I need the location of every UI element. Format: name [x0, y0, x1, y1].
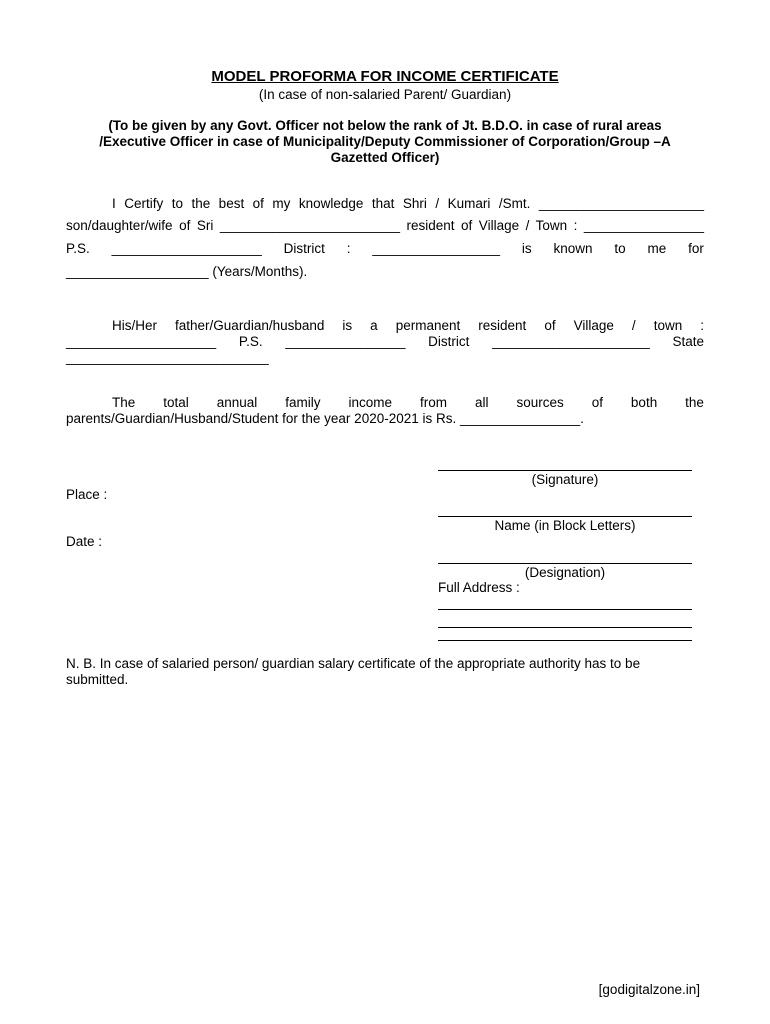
para1-line4: ___________________ (Years/Months).	[66, 264, 308, 279]
para3-line1	[66, 395, 704, 411]
ps-blank: ________________	[285, 334, 406, 349]
name-line	[438, 508, 692, 517]
ps-label: P.S.	[66, 241, 90, 256]
name-caption: Name (in Block Letters)	[494, 518, 636, 533]
designation-caption: (Designation)	[524, 565, 606, 580]
address-line-3	[438, 632, 692, 641]
word: for	[688, 241, 704, 256]
signature-caption: (Signature)	[531, 472, 599, 487]
word: all	[474, 395, 489, 410]
ps-blank: ____________________	[111, 241, 262, 256]
note-line: (To be given by any Govt. Officer not below the rank of Jt. B.D.O. in case of rural areas	[108, 118, 662, 133]
word: sources	[516, 395, 564, 410]
para1-line2: son/daughter/wife of Sri ________________________ resident of Village / Town : ________________	[66, 218, 704, 233]
word: annual	[216, 395, 258, 410]
district-blank: _____________________	[492, 334, 650, 349]
document-subtitle: (In case of non-salaried Parent/ Guardian)	[258, 87, 512, 102]
word: me	[647, 241, 667, 256]
district-blank: _________________	[372, 241, 501, 256]
word: of	[591, 395, 603, 410]
word: the	[685, 395, 704, 410]
word: both	[630, 395, 658, 410]
word: to	[614, 241, 626, 256]
full-address-label: Full Address :	[438, 580, 520, 595]
para2-line2	[66, 334, 704, 350]
signature-line	[438, 462, 692, 471]
nb-line2: submitted.	[66, 672, 129, 687]
colon: :	[346, 241, 351, 256]
para1-line1: I Certify to the best of my knowledge that Shri / Kumari /Smt. ______________________	[112, 196, 704, 211]
date-label: Date :	[66, 534, 103, 549]
address-line-2	[438, 619, 692, 628]
district-label: District	[283, 241, 325, 256]
word: is	[521, 241, 532, 256]
word: The	[112, 395, 136, 410]
village-blank: ____________________	[66, 334, 217, 349]
para3-line2: parents/Guardian/Husband/Student for the year 2020-2021 is Rs. ________________.	[66, 411, 584, 426]
document-title: MODEL PROFORMA FOR INCOME CERTIFICATE	[211, 68, 559, 85]
word: from	[419, 395, 447, 410]
note-line: /Executive Officer in case of Municipality/Deputy Commissioner of Corporation/Group –A	[99, 134, 671, 149]
para2-line3: ___________________________	[66, 350, 269, 365]
issuing-authority-note	[60, 118, 710, 166]
word: income	[348, 395, 393, 410]
para2-line1: His/Her father/Guardian/husband is a permanent resident of Village / town :	[112, 318, 704, 333]
word: family	[285, 395, 321, 410]
ps-label: P.S.	[238, 334, 263, 349]
state-label: State	[672, 334, 704, 349]
note-line: Gazetted Officer)	[330, 150, 440, 165]
word: known	[553, 241, 593, 256]
nb-line1: N. B. In case of salaried person/ guardian salary certificate of the appropriate authority has to be	[66, 656, 641, 671]
district-label: District	[428, 334, 470, 349]
address-line-1	[438, 601, 692, 610]
designation-line	[438, 555, 692, 564]
word: total	[163, 395, 189, 410]
place-label: Place :	[66, 487, 108, 502]
para1-line3	[66, 241, 704, 257]
footer-source: [godigitalzone.in]	[598, 982, 700, 997]
